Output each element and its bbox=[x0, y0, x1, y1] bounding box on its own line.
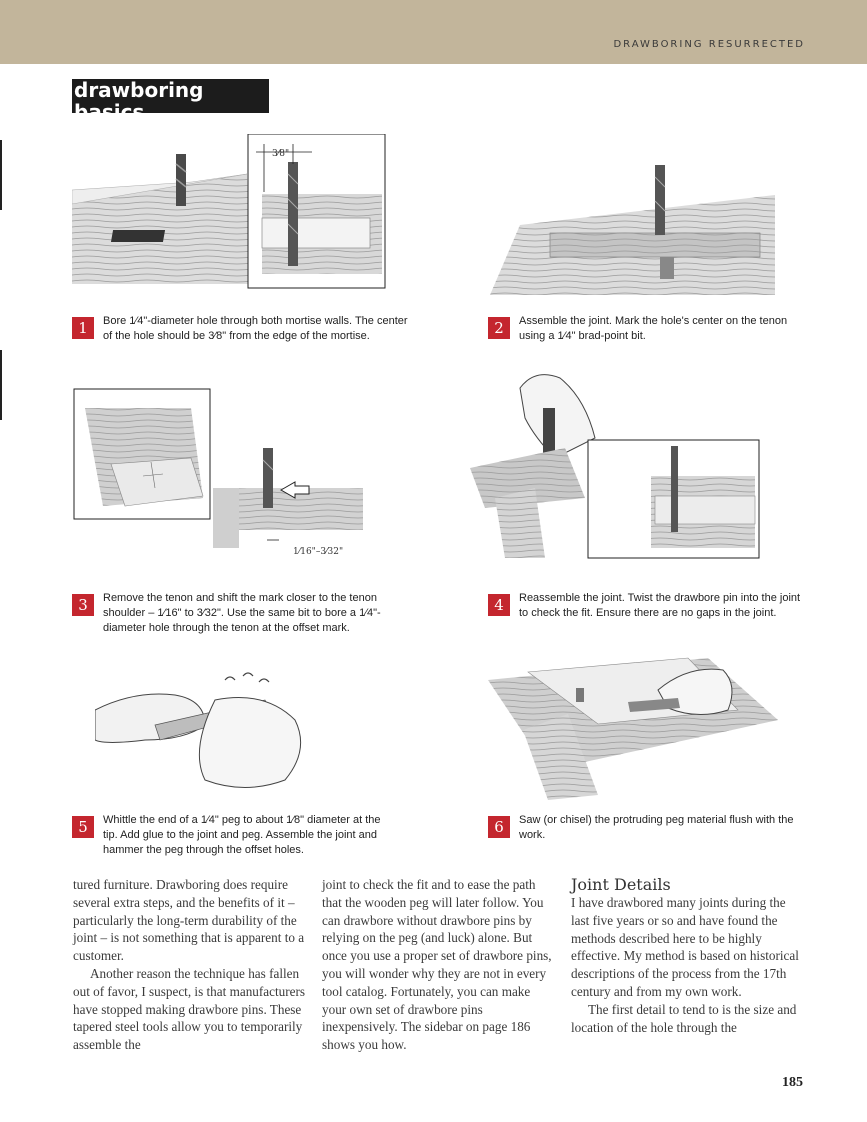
step-number: 5 bbox=[72, 816, 94, 838]
step-number: 1 bbox=[72, 317, 94, 339]
step-number: 2 bbox=[488, 317, 510, 339]
paragraph: I have drawbored many joints during the last five years or so and have found the methods described here to be highly effective. My method is based on historical descriptions of the process from the 17th century and from my own work. bbox=[571, 895, 799, 999]
step-5 bbox=[72, 813, 392, 858]
body-column-1 bbox=[73, 876, 308, 1054]
step-3 bbox=[72, 591, 402, 636]
paragraph: joint to check the fit and to ease the path that the wooden peg will later follow. You can drawbore without drawbore pins by relying on the peg (and luck) alone. But once you use a proper set of drawbore pins, you will wonder why they are not in every tool catalog. Fortunately, you can make your own set of drawbore pins inexpensively. The sidebar on page 186 shows you how. bbox=[322, 877, 552, 1053]
step-6 bbox=[488, 813, 808, 843]
step-2 bbox=[488, 314, 808, 344]
body-column-2 bbox=[322, 876, 552, 1054]
step-number: 6 bbox=[488, 816, 510, 838]
section-heading: Joint Details bbox=[571, 875, 671, 894]
step-number: 4 bbox=[488, 594, 510, 616]
step-text: Assemble the joint. Mark the hole's center on the tenon using a 1⁄4" brad-point bit. bbox=[519, 315, 788, 342]
paragraph: The first detail to tend to is the size and location of the hole through the bbox=[571, 1001, 797, 1035]
figure-5-whittle-peg bbox=[95, 670, 315, 795]
paragraph: Another reason the technique has fallen out of favor, I suspect, is that manufacturers have stopped making drawbore pins. These tapered steel tools allow you to temporarily assemble the bbox=[73, 965, 306, 1053]
figure-3-dimension: 1⁄16"–3⁄32" bbox=[293, 547, 344, 557]
figure-3-offset-mark bbox=[73, 388, 373, 560]
page-edge-mark bbox=[0, 140, 2, 210]
step-4 bbox=[488, 591, 808, 621]
figure-2-assembled-joint bbox=[490, 165, 775, 295]
step-text: Bore 1⁄4"-diameter hole through both mortise walls. The center of the hole should be 3⁄8" from the edge of the mortise. bbox=[103, 315, 408, 342]
page-number: 185 bbox=[782, 1075, 803, 1090]
figure-1-dimension: 3⁄8" bbox=[272, 149, 290, 159]
step-1 bbox=[72, 314, 412, 344]
header-band bbox=[0, 0, 867, 64]
step-number: 3 bbox=[72, 594, 94, 616]
body-column-3 bbox=[571, 876, 807, 1036]
figure-6-flush-cut bbox=[488, 650, 778, 800]
paragraph: tured furniture. Drawboring does require several extra steps, and the benefits of it – particularly the long-term durability of the joint – is not something that is apparent to a customer. bbox=[73, 877, 305, 964]
step-text: Whittle the end of a 1⁄4" peg to about 1⁄8" diameter at the tip. Add glue to the joint and peg. Assemble the joint and hammer the peg through the offset holes. bbox=[103, 814, 381, 856]
step-text: Saw (or chisel) the protruding peg material flush with the work. bbox=[519, 814, 794, 841]
sidebar-title: drawboring basics bbox=[72, 79, 269, 113]
figure-4-drawbore-pin bbox=[465, 368, 761, 560]
page-edge-mark bbox=[0, 350, 2, 420]
step-text: Reassemble the joint. Twist the drawbore pin into the joint to check the fit. Ensure there are no gaps in the joint. bbox=[519, 592, 801, 619]
step-text: Remove the tenon and shift the mark closer to the tenon shoulder – 1⁄16" to 3⁄32". Use the same bit to bore a 1⁄4"-diameter hole through the tenon at the offset mark. bbox=[103, 592, 381, 634]
running-head: DRAWBORING RESURRECTED bbox=[613, 39, 805, 50]
figure-1-drill-mortise bbox=[72, 134, 387, 290]
